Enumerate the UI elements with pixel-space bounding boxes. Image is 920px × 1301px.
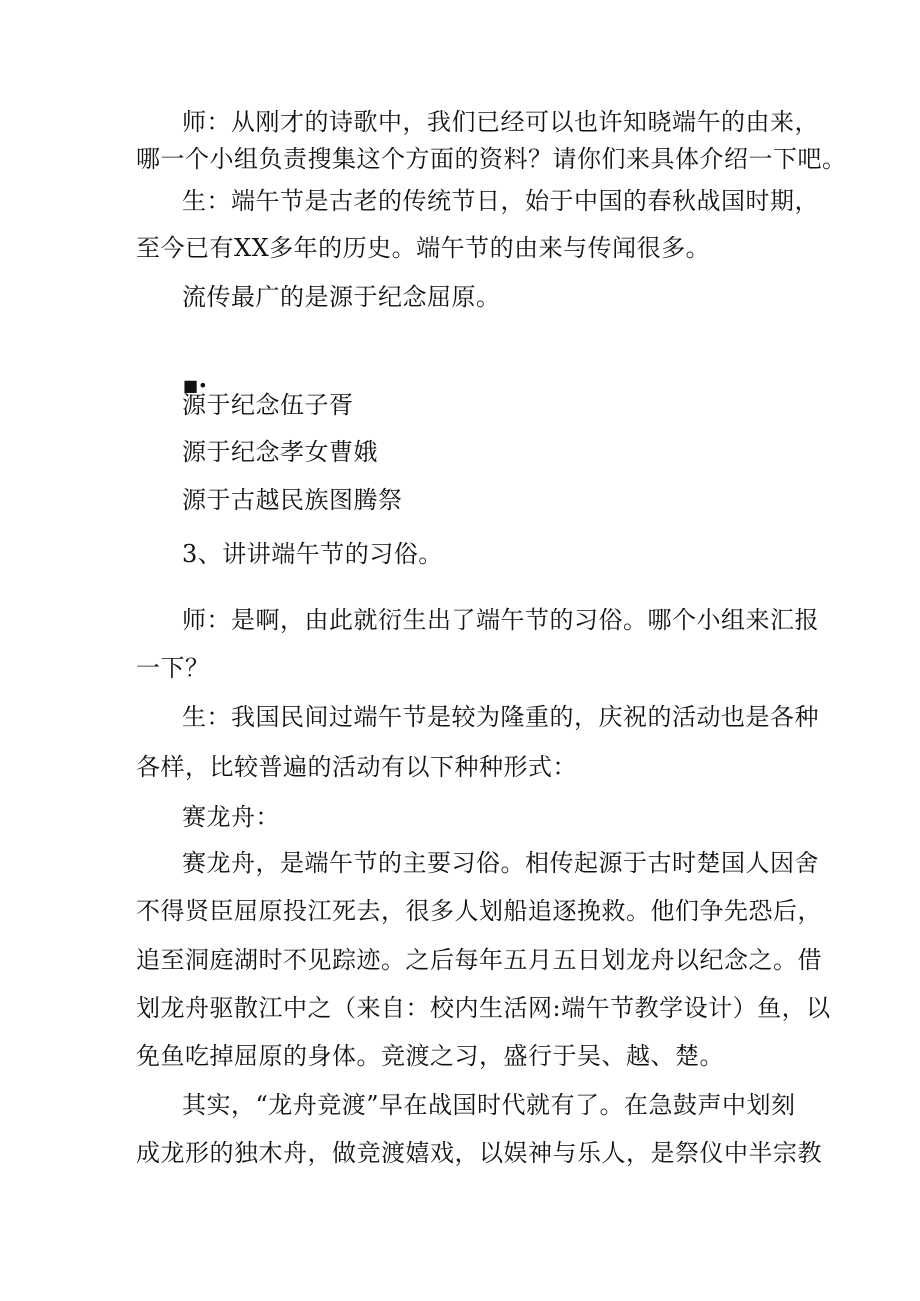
- dragon-boat-body-line-4: 划龙舟驱散江中之（来自：校内生活网:端午节教学设计）鱼，以: [136, 994, 831, 1022]
- teacher-intro-line-2: 哪一个小组负责搜集这个方面的资料？请你们来具体介绍一下吧。: [136, 145, 847, 173]
- origin-list-item: 源于纪念孝女曹娥: [182, 438, 378, 466]
- origin-list-item: 源于古越民族图腾祭: [182, 486, 403, 514]
- dragon-boat-body-line-5: 免鱼吃掉屈原的身体。竞渡之习，盛行于吴、越、楚。: [136, 1042, 724, 1070]
- student-origin-line-1: 生：端午节是古老的传统节日，始于中国的春秋战国时期，: [182, 187, 819, 215]
- teacher-intro-line-1: 师：从刚才的诗歌中，我们已经可以也许知晓端午的由来，: [182, 108, 819, 136]
- dragon-boat-heading: 赛龙舟：: [182, 803, 280, 831]
- teacher-customs-line-2: 一下？: [136, 654, 210, 682]
- dragon-boat-history-line-2: 成龙形的独木舟，做竞渡嬉戏，以娱神与乐人，是祭仪中半宗教: [136, 1139, 822, 1167]
- student-origin-line-2: 至今已有XX多年的历史。端午节的由来与传闻很多。: [136, 234, 711, 262]
- dragon-boat-body-line-3: 追至洞庭湖时不见踪迹。之后每年五月五日划龙舟以纪念之。借: [136, 946, 822, 974]
- dragon-boat-body-line-1: 赛龙舟，是端午节的主要习俗。相传起源于古时楚国人因舍: [182, 849, 819, 877]
- dragon-boat-body-line-2: 不得贤臣屈原投江死去，很多人划船追逐挽救。他们争先恐后，: [136, 897, 822, 925]
- list-bullet-icon: ■•: [183, 376, 208, 395]
- dragon-boat-history-line-1: 其实，“龙舟竞渡”早在战国时代就有了。在急鼓声中划刻: [182, 1091, 796, 1119]
- section-heading: 3、讲讲端午节的习俗。: [182, 540, 443, 568]
- most-popular-line: 流传最广的是源于纪念屈原。: [182, 283, 501, 311]
- student-customs-line-2: 各样，比较普遍的活动有以下种种形式：: [136, 753, 577, 781]
- teacher-customs-line-1: 师：是啊，由此就衍生出了端午节的习俗。哪个小组来汇报: [182, 606, 819, 634]
- student-customs-line-1: 生：我国民间过端午节是较为隆重的，庆祝的活动也是各种: [182, 703, 819, 731]
- origin-list-item: 源于纪念伍子胥: [182, 391, 354, 419]
